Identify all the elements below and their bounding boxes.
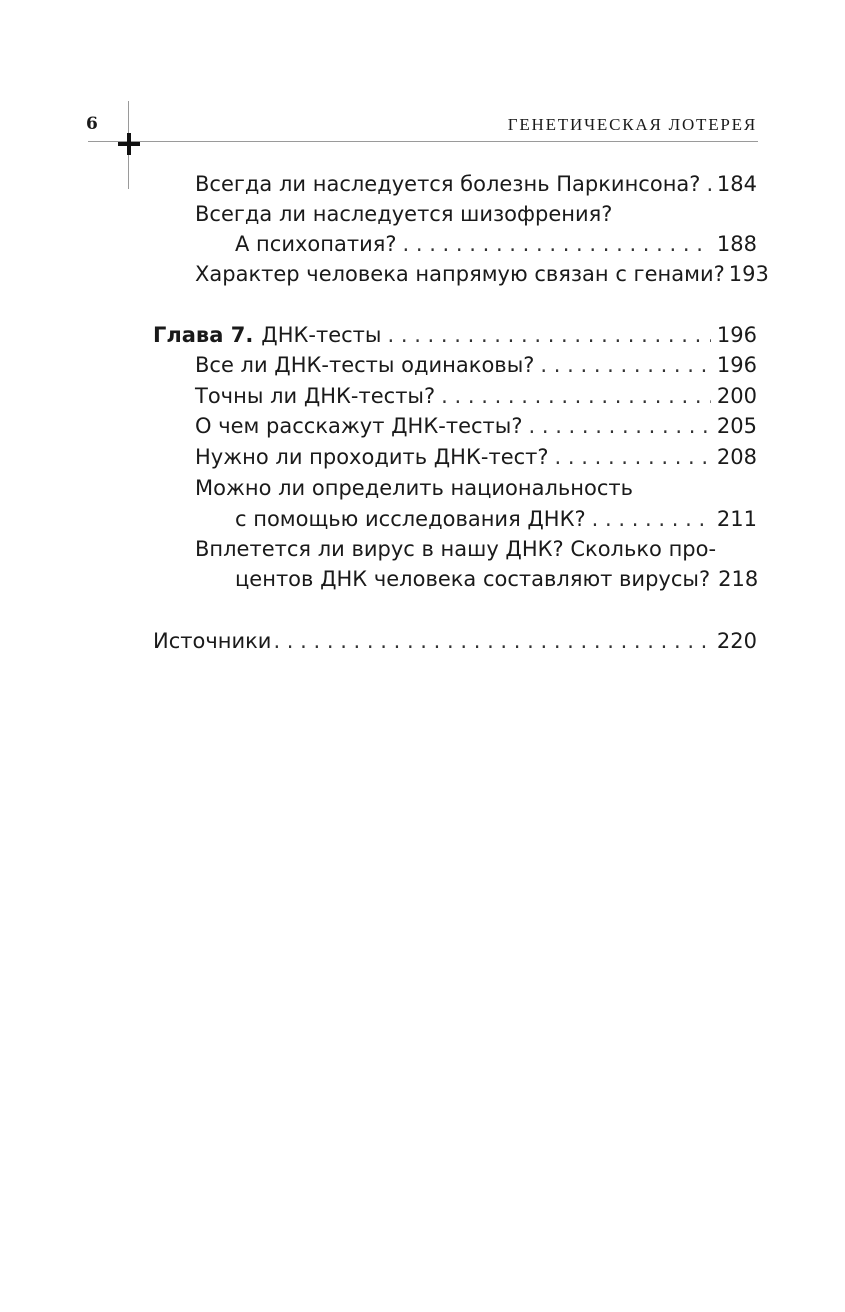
toc-entry-accurate[interactable] xyxy=(195,381,757,411)
toc-entry-page: 208 xyxy=(716,445,757,469)
leader-dots xyxy=(555,442,711,472)
page-number: 6 xyxy=(86,114,98,134)
header-rule xyxy=(88,141,758,142)
toc-entry-text: центов ДНК человека составляют вирусы? xyxy=(235,567,711,591)
toc-entry-page: 218 xyxy=(718,567,759,591)
toc-entry-page: 184 xyxy=(716,172,757,196)
toc-entry-text: Источники xyxy=(153,629,272,653)
toc-entry-text: с помощью исследования ДНК? xyxy=(235,507,586,531)
toc-entry-parkinson[interactable] xyxy=(195,169,757,199)
leader-dots xyxy=(540,350,710,380)
leader-dots xyxy=(529,411,711,441)
leader-dots xyxy=(706,169,710,199)
toc-entry-virus-line1[interactable]: Вплетется ли вирус в нашу ДНК? Сколько про- xyxy=(195,537,717,561)
toc-entry-page: 200 xyxy=(716,384,757,408)
toc-entry-schizophrenia-line2[interactable] xyxy=(235,229,757,259)
toc-entry-schizophrenia-line1[interactable]: Всегда ли наследуется шизофрения? xyxy=(195,202,613,226)
toc-entry-page: 205 xyxy=(716,414,757,438)
toc-entry-text: Точны ли ДНК-тесты? xyxy=(195,384,436,408)
toc-entry-virus-line2[interactable] xyxy=(235,564,757,594)
toc-entry-same[interactable] xyxy=(195,350,757,380)
toc-entry-page: 196 xyxy=(716,353,757,377)
crop-mark-icon xyxy=(118,133,140,155)
toc-entry-nationality-line2[interactable] xyxy=(235,504,757,534)
toc-entry-page: 196 xyxy=(716,323,757,347)
toc-entry-nationality-line1[interactable]: Можно ли определить национальность xyxy=(195,476,634,500)
leader-dots xyxy=(592,504,711,534)
toc-entry-text: А психопатия? xyxy=(235,232,397,256)
chapter-label: Глава 7. xyxy=(153,323,254,347)
toc-entry-text: О чем расскажут ДНК-тесты? xyxy=(195,414,523,438)
leader-dots xyxy=(273,626,714,656)
leader-dots xyxy=(441,381,711,411)
leader-dots xyxy=(403,229,711,259)
toc-chapter-7[interactable] xyxy=(153,320,757,350)
toc-entry-page: 188 xyxy=(716,232,757,256)
toc-entry-text: Всегда ли наследуется болезнь Паркинсона? xyxy=(195,172,701,196)
toc-entry-page: 220 xyxy=(716,629,757,653)
toc-entry-sources[interactable] xyxy=(153,626,757,656)
leader-dots xyxy=(388,320,711,350)
toc-entry-page: 193 xyxy=(728,262,769,286)
toc-entry-text: ДНК-тесты xyxy=(261,323,382,347)
toc-entry-page: 211 xyxy=(716,507,757,531)
toc-entry-text: Характер человека напрямую связан с генами? xyxy=(195,262,725,286)
toc-entry-need[interactable] xyxy=(195,442,757,472)
toc-entry-character[interactable] xyxy=(195,259,769,289)
toc-entry-text: Нужно ли проходить ДНК-тест? xyxy=(195,445,549,469)
running-title: ГЕНЕТИЧЕСКАЯ ЛОТЕРЕЯ xyxy=(507,115,757,134)
toc-entry-text: Все ли ДНК-тесты одинаковы? xyxy=(195,353,535,377)
toc-entry-tell[interactable] xyxy=(195,411,757,441)
